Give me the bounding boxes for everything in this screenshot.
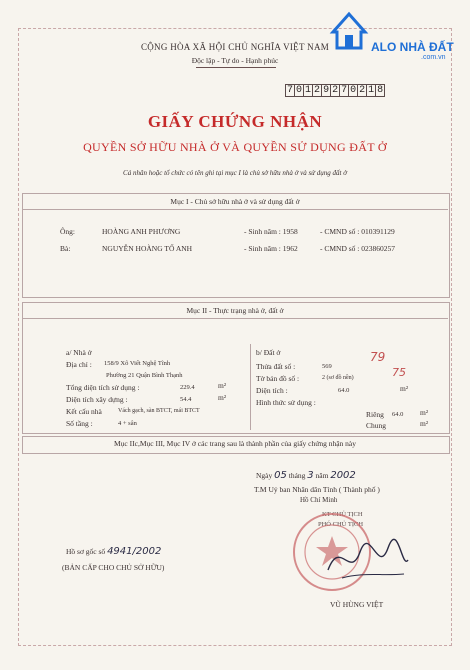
map-number: 2 (sơ đồ nền) (322, 375, 354, 381)
section1-heading: Mục I - Chủ sở hữu nhà ở và sử dụng đất ở (170, 197, 300, 206)
signer-role: KT CHỦ TỊCH (322, 511, 363, 518)
parcel-handwritten: 79 (370, 350, 386, 364)
signature-icon (322, 530, 412, 590)
document-subtitle: QUYỀN SỞ HỮU NHÀ Ở VÀ QUYỀN SỬ DỤNG ĐẤT Ở (83, 140, 387, 154)
house-structure: Vách gạch, sàn BTCT, mái BTCT (118, 408, 200, 414)
owner-note: Cá nhân hoặc tổ chức có tên ghi tại mục I là chủ sở hữu nhà ở và sử dụng đất ở (123, 169, 347, 177)
owner-id: - CMND số : 023860257 (320, 244, 396, 253)
map-handwritten: 75 (392, 366, 406, 379)
parcel-number: 569 (322, 363, 332, 370)
nation-header: CỘNG HÒA XÃ HỘI CHỦ NGHĨA VIỆT NAM (140, 42, 330, 52)
authority-city: Hồ Chí Minh (300, 496, 338, 504)
motto-underline (196, 67, 276, 68)
owner-id: - CMND số : 010391129 (320, 227, 395, 236)
watermark-domain: .com.vn (421, 54, 446, 61)
land-label: b/ Đất ở (256, 348, 281, 357)
house-address: 158/9 Xô Viết Nghệ Tĩnh (104, 360, 171, 367)
section2-divider (250, 344, 251, 430)
sign-date: Ngày 05 tháng 3 năm 2002 (256, 470, 356, 481)
certificate-page: ALO NHÀ ĐẤT .com.vn CỘNG HÒA XÃ HỘI CHỦ NGHĨA VIỆT NAM Độc lập - Tự do - Hạnh phúc 7 0 1 2 9 2 7 0 2 1 8 GIẤY CHỨNG NHẬN QUYỀN SỞ HỮU NHÀ Ở VÀ QUYỀN SỬ DỤNG ĐẤT Ở Cá nhân hoặc tổ chức có tên ghi tại mục I là chủ sở hữu nhà ở và sử dụng đất ở Mục I - Chủ sở hữu nhà ở và sử dụng đất ở Ông: HOÀNG ANH PHƯƠNG - Sinh năm : 1958 - CMND số : 010391129 Bà: NGUYỄN HOÀNG TỐ ANH - Sinh năm : 1962 - CMND số : 023860257 Mục II - Thực trạng nhà ở, đất ở a/ Nhà ở Địa chỉ : 158/9 Xô Viết Nghệ Tĩnh Phường 21 Quận Bình Thạnh Tổng diện tích sử dụng : 229.4 m² Diện tích xây dựng : 54.4 m² Kết cấu nhà Vách gạch, sàn BTCT, mái BTCT Số tầng : 4 + sân b/ Đất ở Thửa đất số : 569 79 Tờ bản đồ số : 2 (sơ đồ nền) 75 Diện tích : 64.0 m² Hình thức sử dụng : Riêng 64.0 m² Chung m² Mục IIc,Mục III, Mục IV ở các trang sau là thành phần của giấy chứng nhận này Ngày 05 tháng 3 năm 2002 T.M Uỷ ban Nhân dân Tỉnh ( Thành phố ) Hồ Chí Minh KT CHỦ TỊCH PHÓ CHỦ TỊCH VŨ HÙNG VIỆT Hồ sơ gốc số 4941/2002 (BẢN CẤP CHO CHỦ SỞ HỮU) (0, 0, 470, 670)
copy-note: (BẢN CẤP CHO CHỦ SỞ HỮU) (62, 563, 165, 572)
total-area: 229.4 (180, 384, 195, 391)
signer-role-deputy: PHÓ CHỦ TỊCH (318, 521, 364, 528)
land-area: 64.0 (338, 387, 350, 394)
signer-name: VŨ HÙNG VIỆT (330, 600, 384, 609)
house-address-ward: Phường 21 Quận Bình Thạnh (106, 372, 183, 379)
motto: Độc lập - Tự do - Hạnh phúc (191, 56, 279, 65)
watermark-brand: ALO NHÀ ĐẤT (371, 40, 454, 54)
floor-count: 4 + sân (118, 420, 137, 427)
house-label: a/ Nhà ở (66, 348, 92, 357)
watermark-logo (325, 2, 465, 62)
owner-name: NGUYỄN HOÀNG TỐ ANH (102, 244, 193, 253)
owner-name: HOÀNG ANH PHƯƠNG (102, 227, 181, 236)
build-area: 54.4 (180, 396, 192, 403)
document-title: GIẤY CHỨNG NHẬN (147, 112, 323, 131)
owner-birth: - Sinh năm : 1958 (244, 227, 298, 236)
section2-heading: Mục II - Thực trạng nhà ở, đất ở (186, 306, 284, 315)
file-number: Hồ sơ gốc số 4941/2002 (66, 546, 162, 557)
private-area: 64.0 (392, 411, 404, 418)
serial-number: 7 0 1 2 9 2 7 0 2 1 8 (287, 85, 384, 96)
owner-birth: - Sinh năm : 1962 (244, 244, 298, 253)
section3-text: Mục IIc,Mục III, Mục IV ở các trang sau là thành phần của giấy chứng nhận này (114, 439, 356, 448)
authority: T.M Uỷ ban Nhân dân Tỉnh ( Thành phố ) (254, 485, 380, 494)
